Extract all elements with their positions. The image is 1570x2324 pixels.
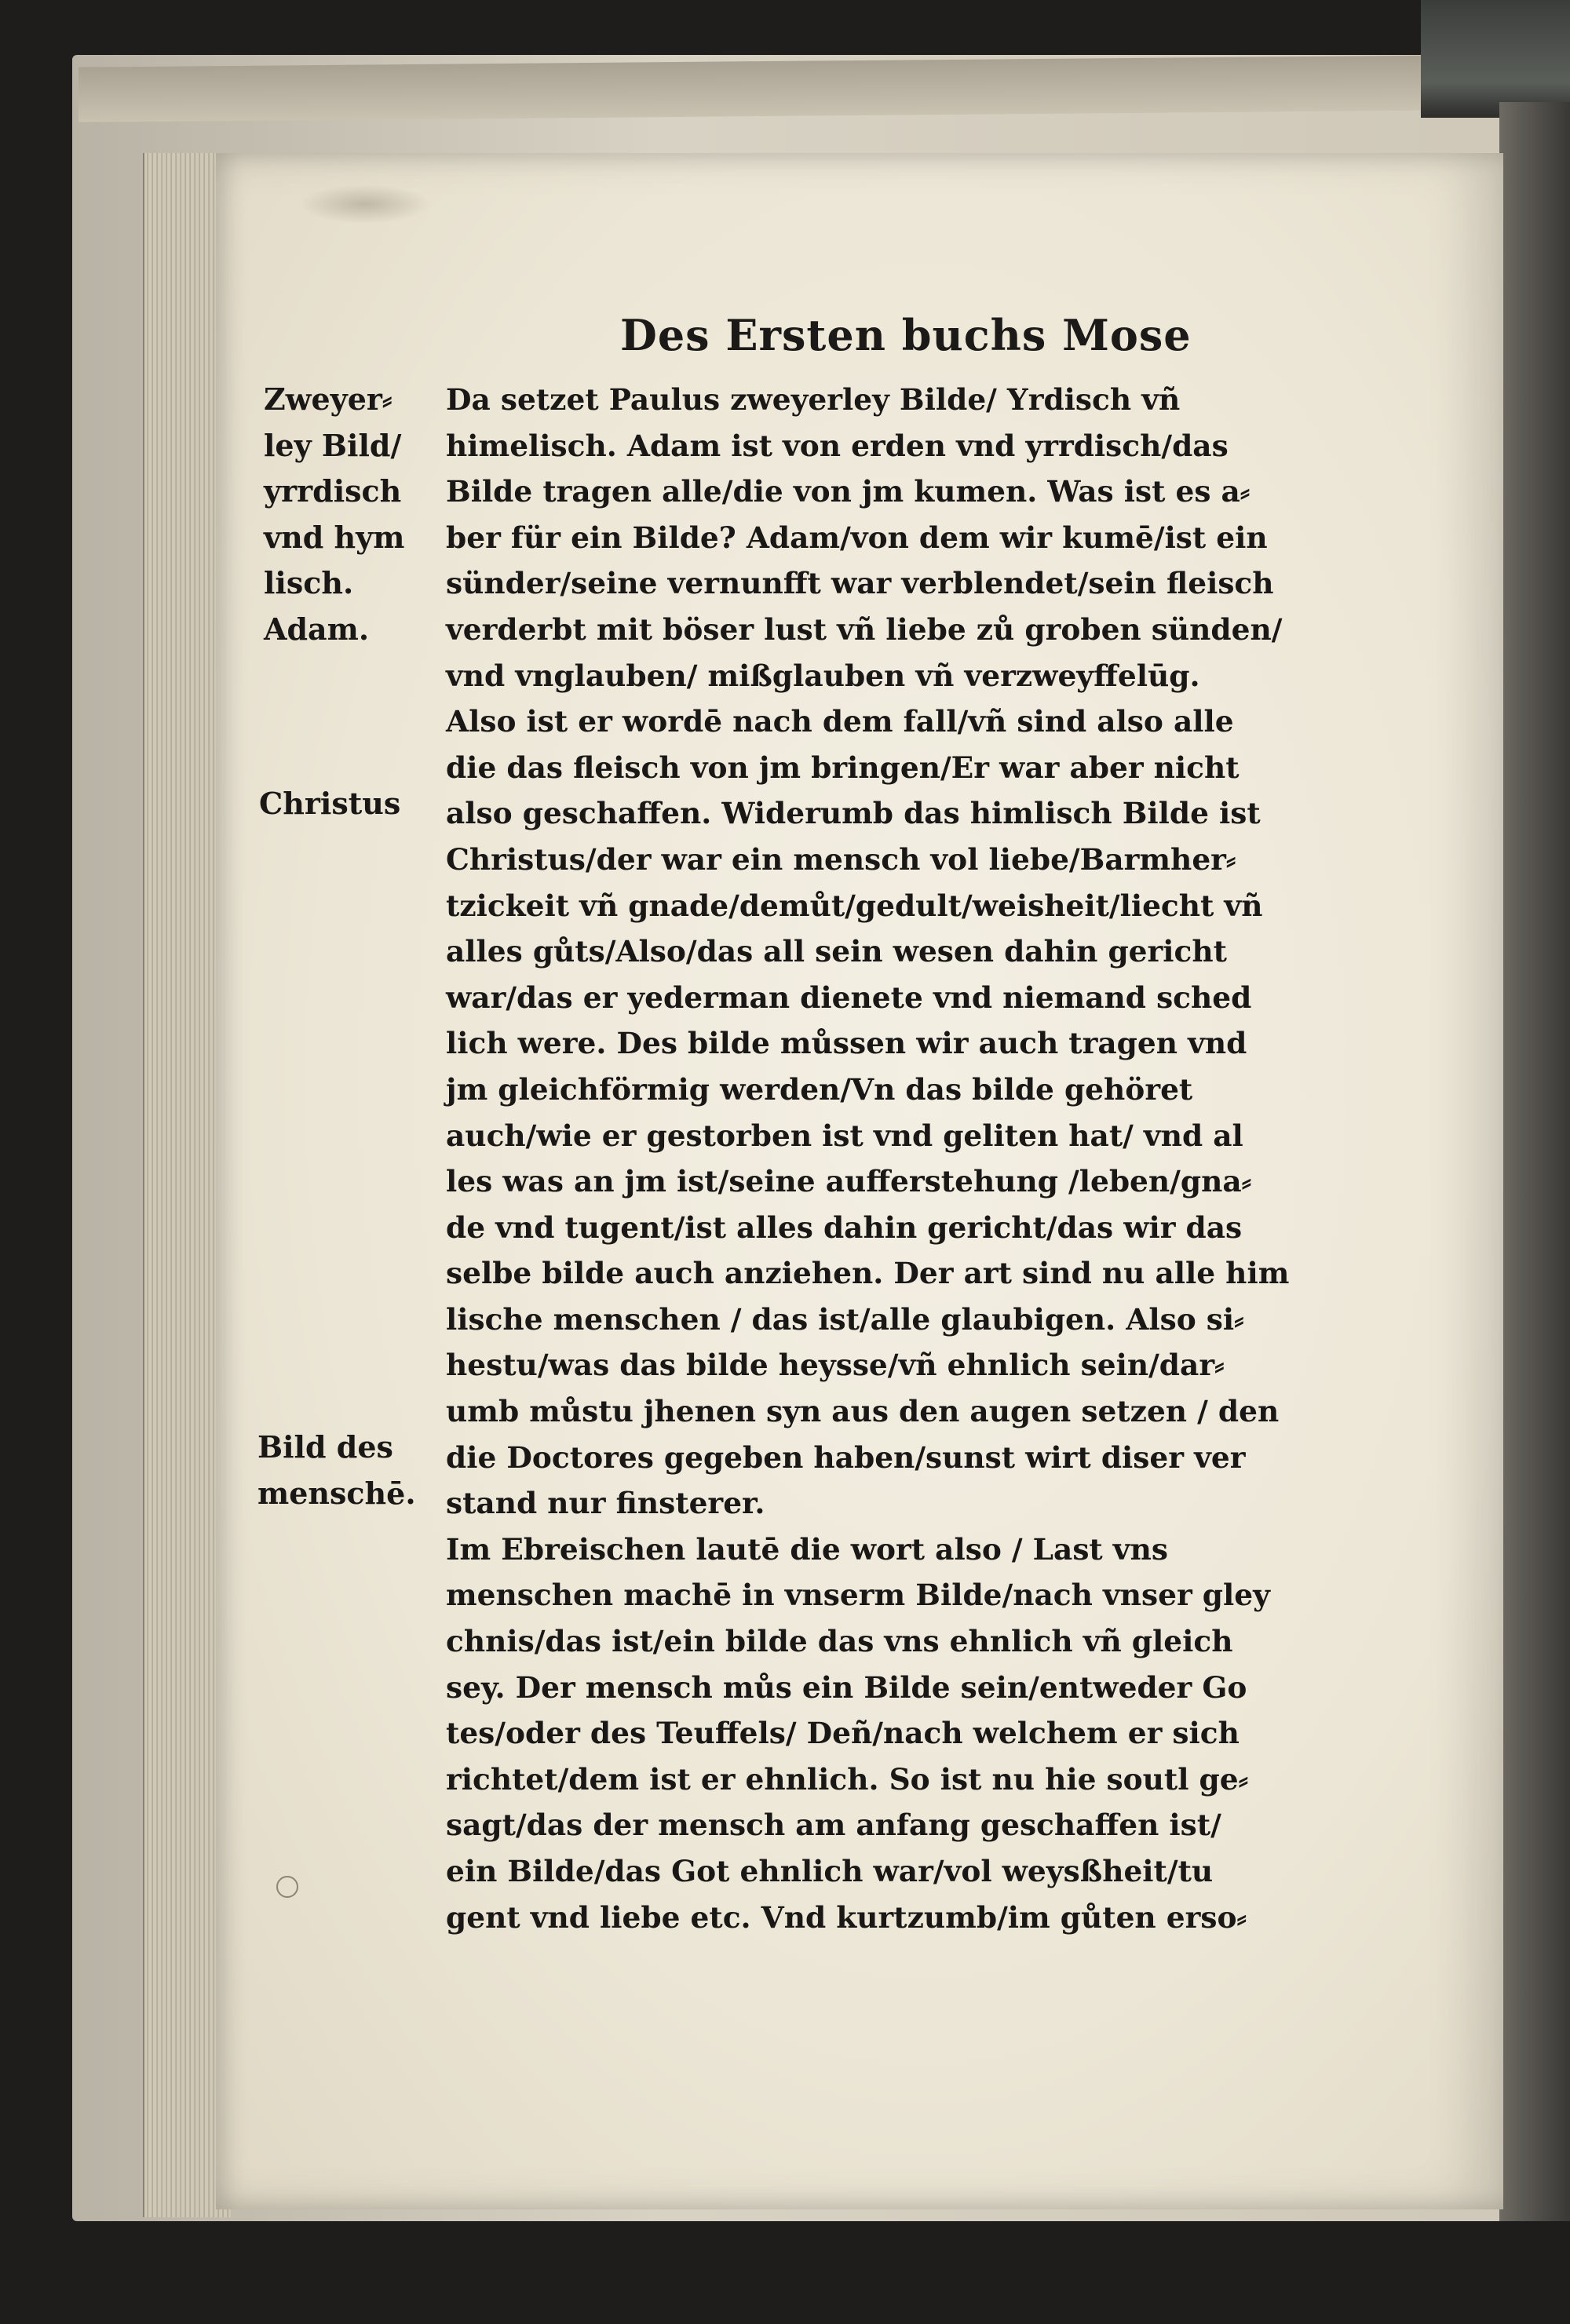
- body-line: vnd vnglauben/ mißglauben vñ verzweyffelūg.: [446, 658, 1200, 693]
- body-line: les was an jm ist/seine aufferstehung /leben/gna⸗: [446, 1164, 1252, 1199]
- body-line: de vnd tugent/ist alles dahin gericht/das wir das: [446, 1209, 1243, 1245]
- page-mark-circle: [276, 1876, 298, 1898]
- margin-note-line: menschē.: [257, 1475, 416, 1511]
- body-line: chnis/das ist/ein bilde das vns ehnlich vñ gleich: [446, 1624, 1233, 1659]
- body-line: lische menschen / das ist/alle glaubigen. Also si⸗: [446, 1301, 1244, 1337]
- body-line: sagt/das der mensch am anfang geschaffen ist/: [446, 1808, 1221, 1843]
- margin-note-line: ley Bild/: [264, 427, 402, 463]
- body-line: gent vnd liebe etc. Vnd kurtzumb/im gůten erso⸗: [446, 1899, 1247, 1935]
- page-stain: [298, 184, 432, 224]
- margin-note-line: vnd hym: [264, 519, 405, 555]
- running-header: Des Ersten buchs Mose: [620, 310, 1192, 360]
- body-line: richtet/dem ist er ehnlich. So ist nu hie soutl ge⸗: [446, 1761, 1249, 1797]
- body-line: hestu/was das bilde heysse/vñ ehnlich sein/dar⸗: [446, 1348, 1225, 1383]
- margin-note-bild: [257, 1425, 416, 1516]
- margin-note-line: Christus: [259, 786, 401, 821]
- body-line: war/das er yederman dienete vnd niemand sched: [446, 980, 1252, 1015]
- body-line: Im Ebreischen lautē die wort also / Last vns: [446, 1531, 1168, 1567]
- body-line: auch/wie er gestorben ist vnd geliten hat/ vnd al: [446, 1118, 1243, 1153]
- margin-note-line: Bild des: [257, 1429, 393, 1465]
- body-line: ber für ein Bilde? Adam/von dem wir kumē/ist ein: [446, 520, 1268, 555]
- clasp-strap: [1421, 0, 1570, 118]
- body-line: Also ist er wordē nach dem fall/vñ sind also alle: [446, 704, 1234, 739]
- facing-page-edge: [1499, 102, 1570, 2221]
- body-line: Da setzet Paulus zweyerley Bilde/ Yrdisch vñ: [446, 382, 1181, 417]
- body-line: tzickeit vñ gnade/demůt/gedult/weisheit/liecht vñ: [446, 888, 1263, 923]
- body-line: verderbt mit böser lust vñ liebe zů groben sünden/: [446, 611, 1283, 647]
- body-line: also geschaffen. Widerumb das himlisch Bilde ist: [446, 796, 1261, 831]
- body-line: stand nur finsterer.: [446, 1486, 765, 1521]
- margin-note-line: yrrdisch: [264, 473, 402, 509]
- body-line: die Doctores gegeben haben/sunst wirt diser ver: [446, 1439, 1246, 1475]
- body-line: jm gleichförmig werden/Vn das bilde gehöret: [446, 1071, 1193, 1107]
- body-line: umb můstu jhenen syn aus den augen setzen / den: [446, 1394, 1280, 1429]
- body-line: tes/oder des Teuffels/ Deñ/nach welchem er sich: [446, 1716, 1240, 1751]
- body-line: ein Bilde/das Got ehnlich war/vol weysßheit/tu: [446, 1854, 1214, 1888]
- body-line: alles gůts/Also/das all sein wesen dahin gericht: [446, 934, 1227, 969]
- body-text: [446, 377, 1388, 1940]
- body-line: die das fleisch von jm bringen/Er war aber nicht: [446, 750, 1240, 785]
- margin-note-adam: [264, 377, 404, 653]
- margin-note-line: Zweyer⸗: [264, 381, 392, 417]
- body-line: Bilde tragen alle/die von jm kumen. Was ist es a⸗: [446, 474, 1251, 509]
- body-line: himelisch. Adam ist von erden vnd yrrdisch/das: [446, 428, 1229, 463]
- margin-note-christus: [259, 781, 400, 827]
- body-line: lich were. Des bilde můssen wir auch tragen vnd: [446, 1026, 1247, 1061]
- body-line: sünder/seine vernunfft war verblendet/sein fleisch: [446, 566, 1274, 601]
- body-line: Christus/der war ein mensch vol liebe/Barmher⸗: [446, 841, 1236, 877]
- body-line: menschen machē in vnserm Bilde/nach vnser gley: [446, 1578, 1270, 1613]
- margin-note-line: lisch.: [264, 565, 354, 601]
- body-line: sey. Der mensch můs ein Bilde sein/entweder Go: [446, 1669, 1247, 1705]
- body-line: selbe bilde auch anziehen. Der art sind nu alle him: [446, 1256, 1290, 1291]
- margin-note-line: Adam.: [264, 611, 370, 647]
